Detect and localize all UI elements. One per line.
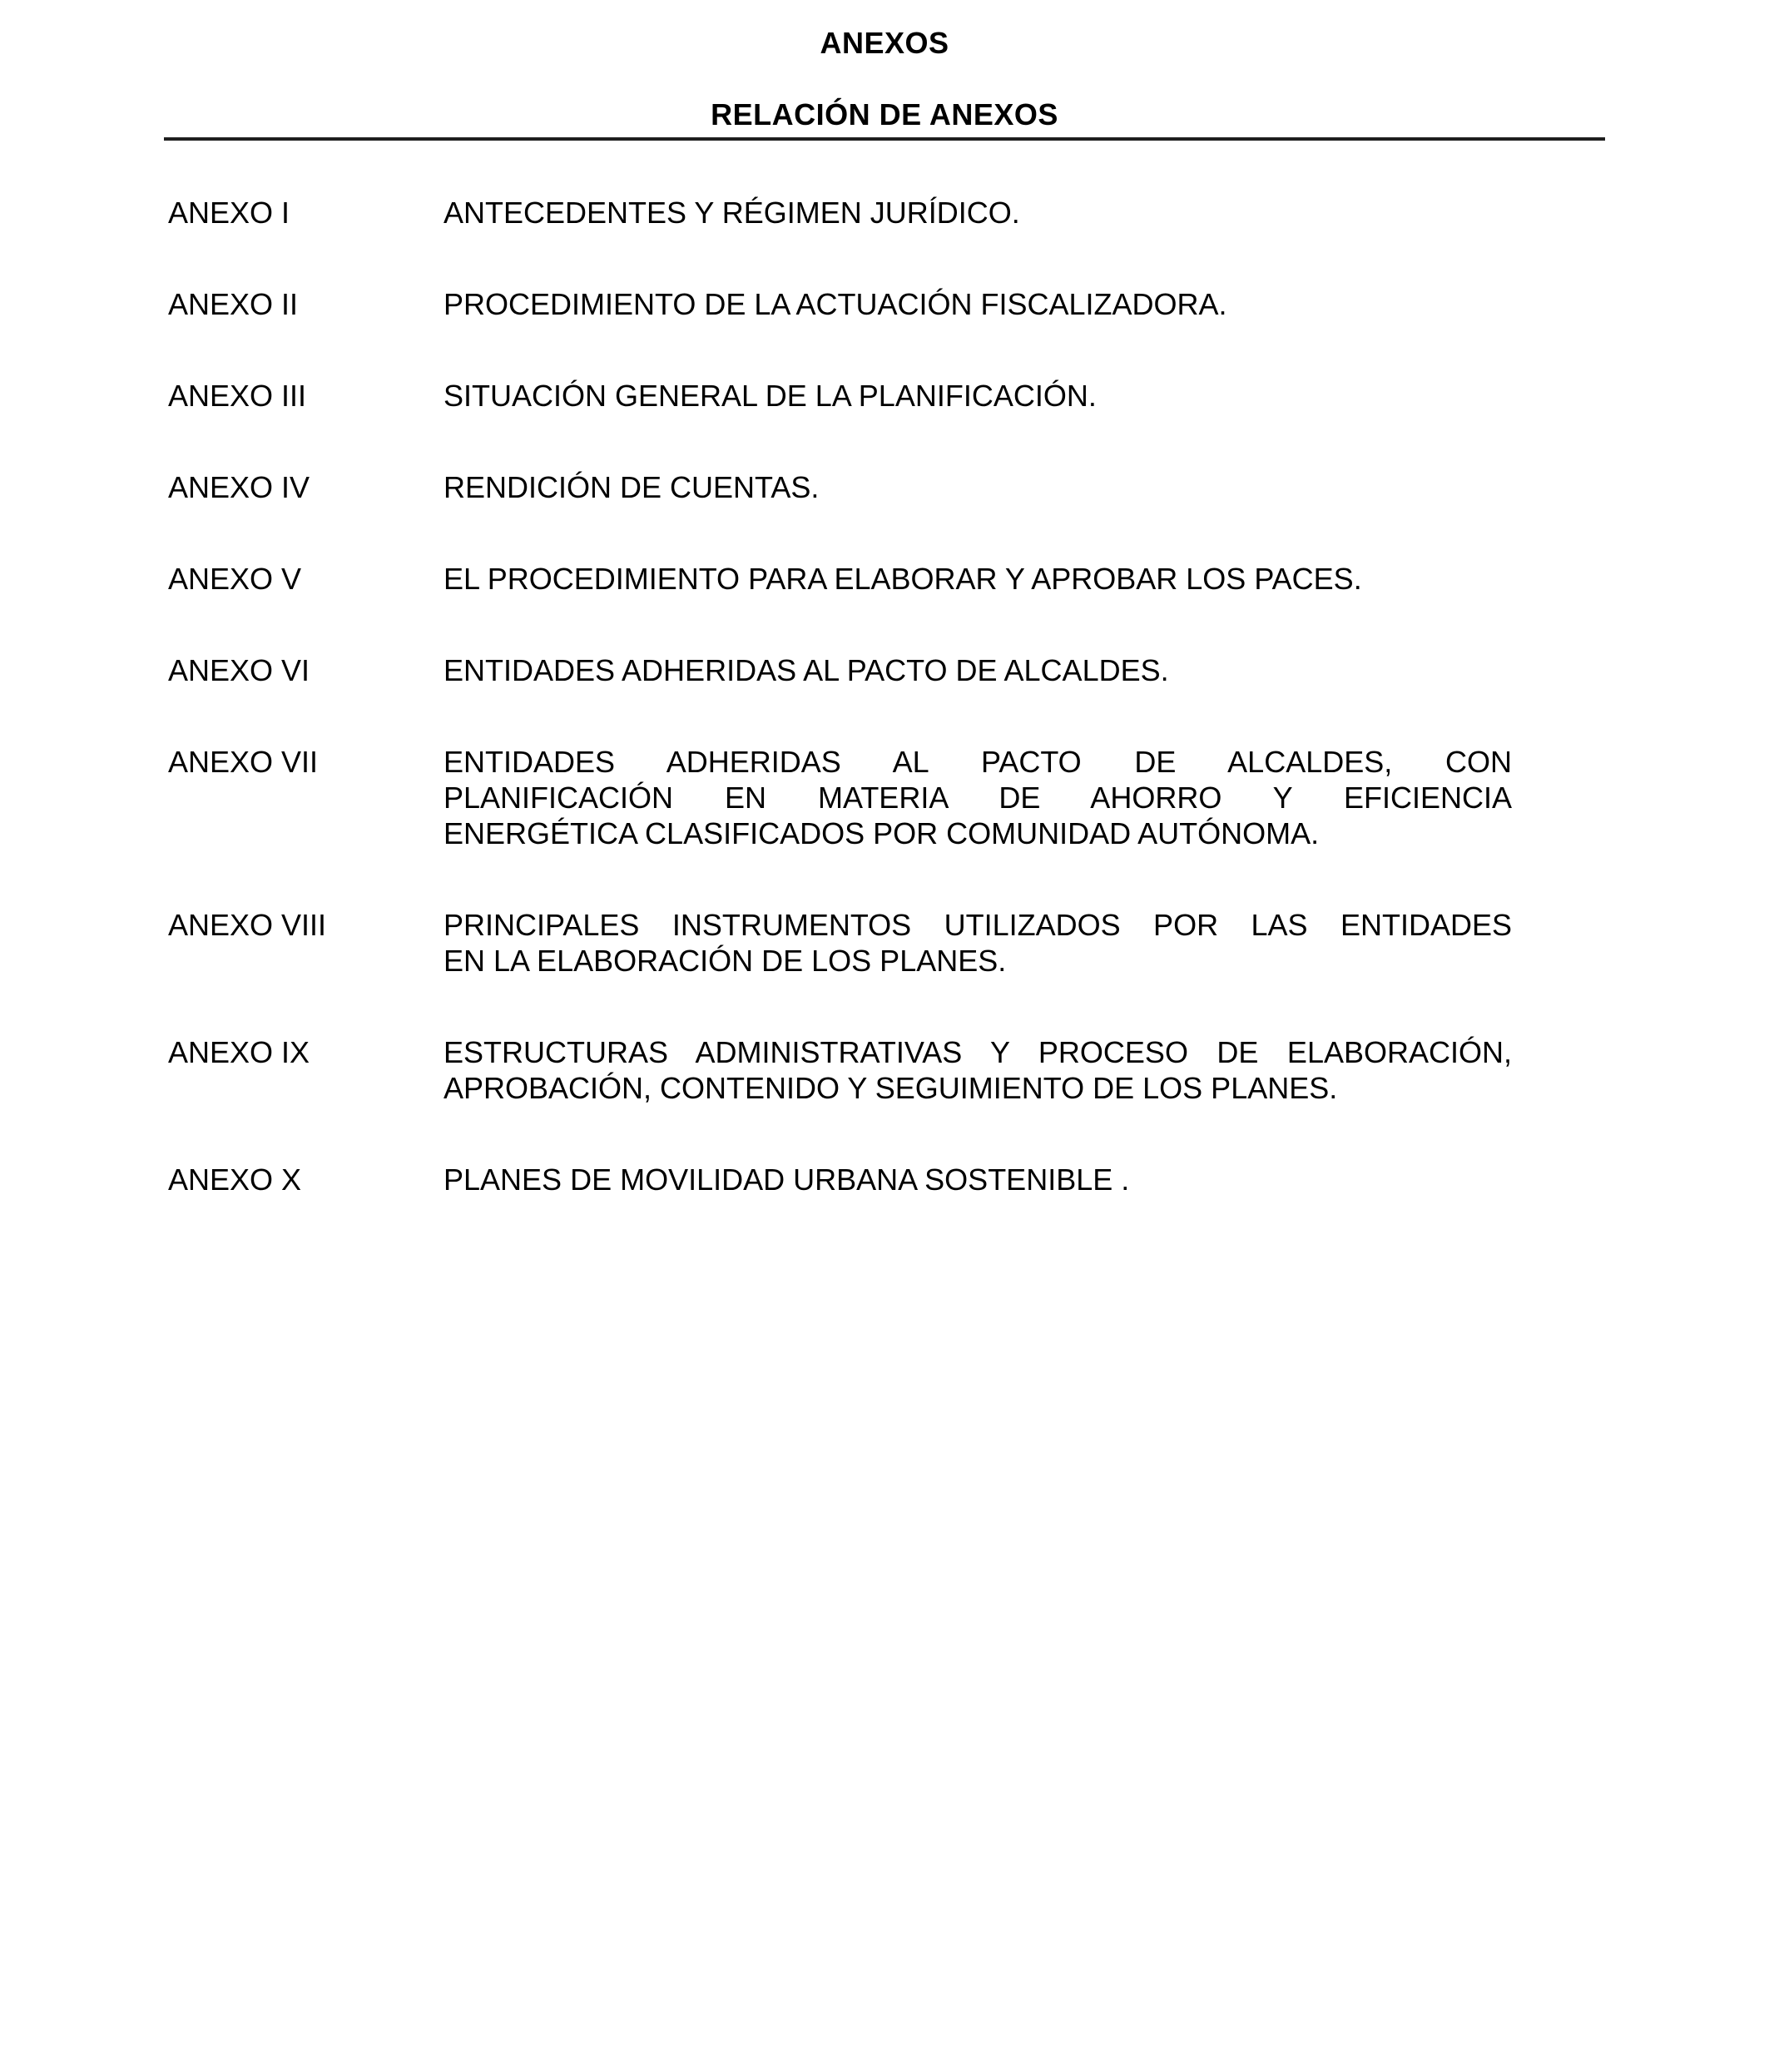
annex-label: ANEXO X xyxy=(168,1162,302,1197)
annex-list xyxy=(168,195,1512,1197)
annex-description-line: RENDICIÓN DE CUENTAS. xyxy=(443,470,820,504)
annex-description-line: PRINCIPALES INSTRUMENTOS UTILIZADOS POR LAS ENTIDADES xyxy=(443,908,1512,942)
annex-description-line: SITUACIÓN GENERAL DE LA PLANIFICACIÓN. xyxy=(443,379,1097,413)
annex-label: ANEXO III xyxy=(168,379,307,413)
annex-row-6 xyxy=(168,652,1512,688)
annex-description-line: APROBACIÓN, CONTENIDO Y SEGUIMIENTO DE LOS PLANES. xyxy=(443,1071,1338,1105)
annex-description xyxy=(443,907,1512,979)
annex-label: ANEXO VII xyxy=(168,745,319,779)
annex-label: ANEXO VI xyxy=(168,653,310,687)
annex-description-line: ESTRUCTURAS ADMINISTRATIVAS Y PROCESO DE ELABORACIÓN, xyxy=(443,1035,1512,1069)
annex-description xyxy=(443,195,1512,230)
annex-label: ANEXO V xyxy=(168,562,302,596)
annex-label: ANEXO VIII xyxy=(168,908,327,942)
page-subtitle: RELACIÓN DE ANEXOS xyxy=(711,97,1058,131)
annex-description xyxy=(443,561,1512,597)
header-rule xyxy=(164,137,1605,141)
annex-label: ANEXO I xyxy=(168,196,290,230)
annex-description xyxy=(443,652,1512,688)
annex-description-line: PLANES DE MOVILIDAD URBANA SOSTENIBLE . xyxy=(443,1162,1130,1197)
annex-row-4 xyxy=(168,469,1512,505)
annex-description-line: EL PROCEDIMIENTO PARA ELABORAR Y APROBAR LOS PACES. xyxy=(443,562,1362,596)
annex-label: ANEXO IV xyxy=(168,470,310,504)
annex-row-8 xyxy=(168,907,1512,979)
annex-description-line: EN LA ELABORACIÓN DE LOS PLANES. xyxy=(443,944,1007,978)
annex-description-line: ENTIDADES ADHERIDAS AL PACTO DE ALCALDES, CON xyxy=(443,745,1512,779)
annex-description xyxy=(443,1162,1512,1197)
annex-description xyxy=(443,286,1512,322)
annex-description-line: ENERGÉTICA CLASIFICADOS POR COMUNIDAD AUTÓNOMA. xyxy=(443,816,1320,850)
annex-description xyxy=(443,378,1512,414)
annex-row-7 xyxy=(168,744,1512,851)
annex-row-5 xyxy=(168,561,1512,597)
annex-row-2 xyxy=(168,286,1512,322)
page-title: ANEXOS xyxy=(820,26,949,60)
annex-row-9 xyxy=(168,1034,1512,1106)
annex-row-3 xyxy=(168,378,1512,414)
annex-label: ANEXO II xyxy=(168,287,299,321)
annex-description xyxy=(443,469,1512,505)
annex-description-line: ENTIDADES ADHERIDAS AL PACTO DE ALCALDES. xyxy=(443,653,1169,687)
annex-description xyxy=(443,744,1512,851)
annex-row-1 xyxy=(168,195,1512,230)
annex-description-line: PROCEDIMIENTO DE LA ACTUACIÓN FISCALIZADORA. xyxy=(443,287,1227,321)
annex-description-line: ANTECEDENTES Y RÉGIMEN JURÍDICO. xyxy=(443,196,1020,230)
annex-label: ANEXO IX xyxy=(168,1035,310,1069)
annex-row-10 xyxy=(168,1162,1512,1197)
annex-description-line: PLANIFICACIÓN EN MATERIA DE AHORRO Y EFICIENCIA xyxy=(443,781,1512,815)
annex-description xyxy=(443,1034,1512,1106)
